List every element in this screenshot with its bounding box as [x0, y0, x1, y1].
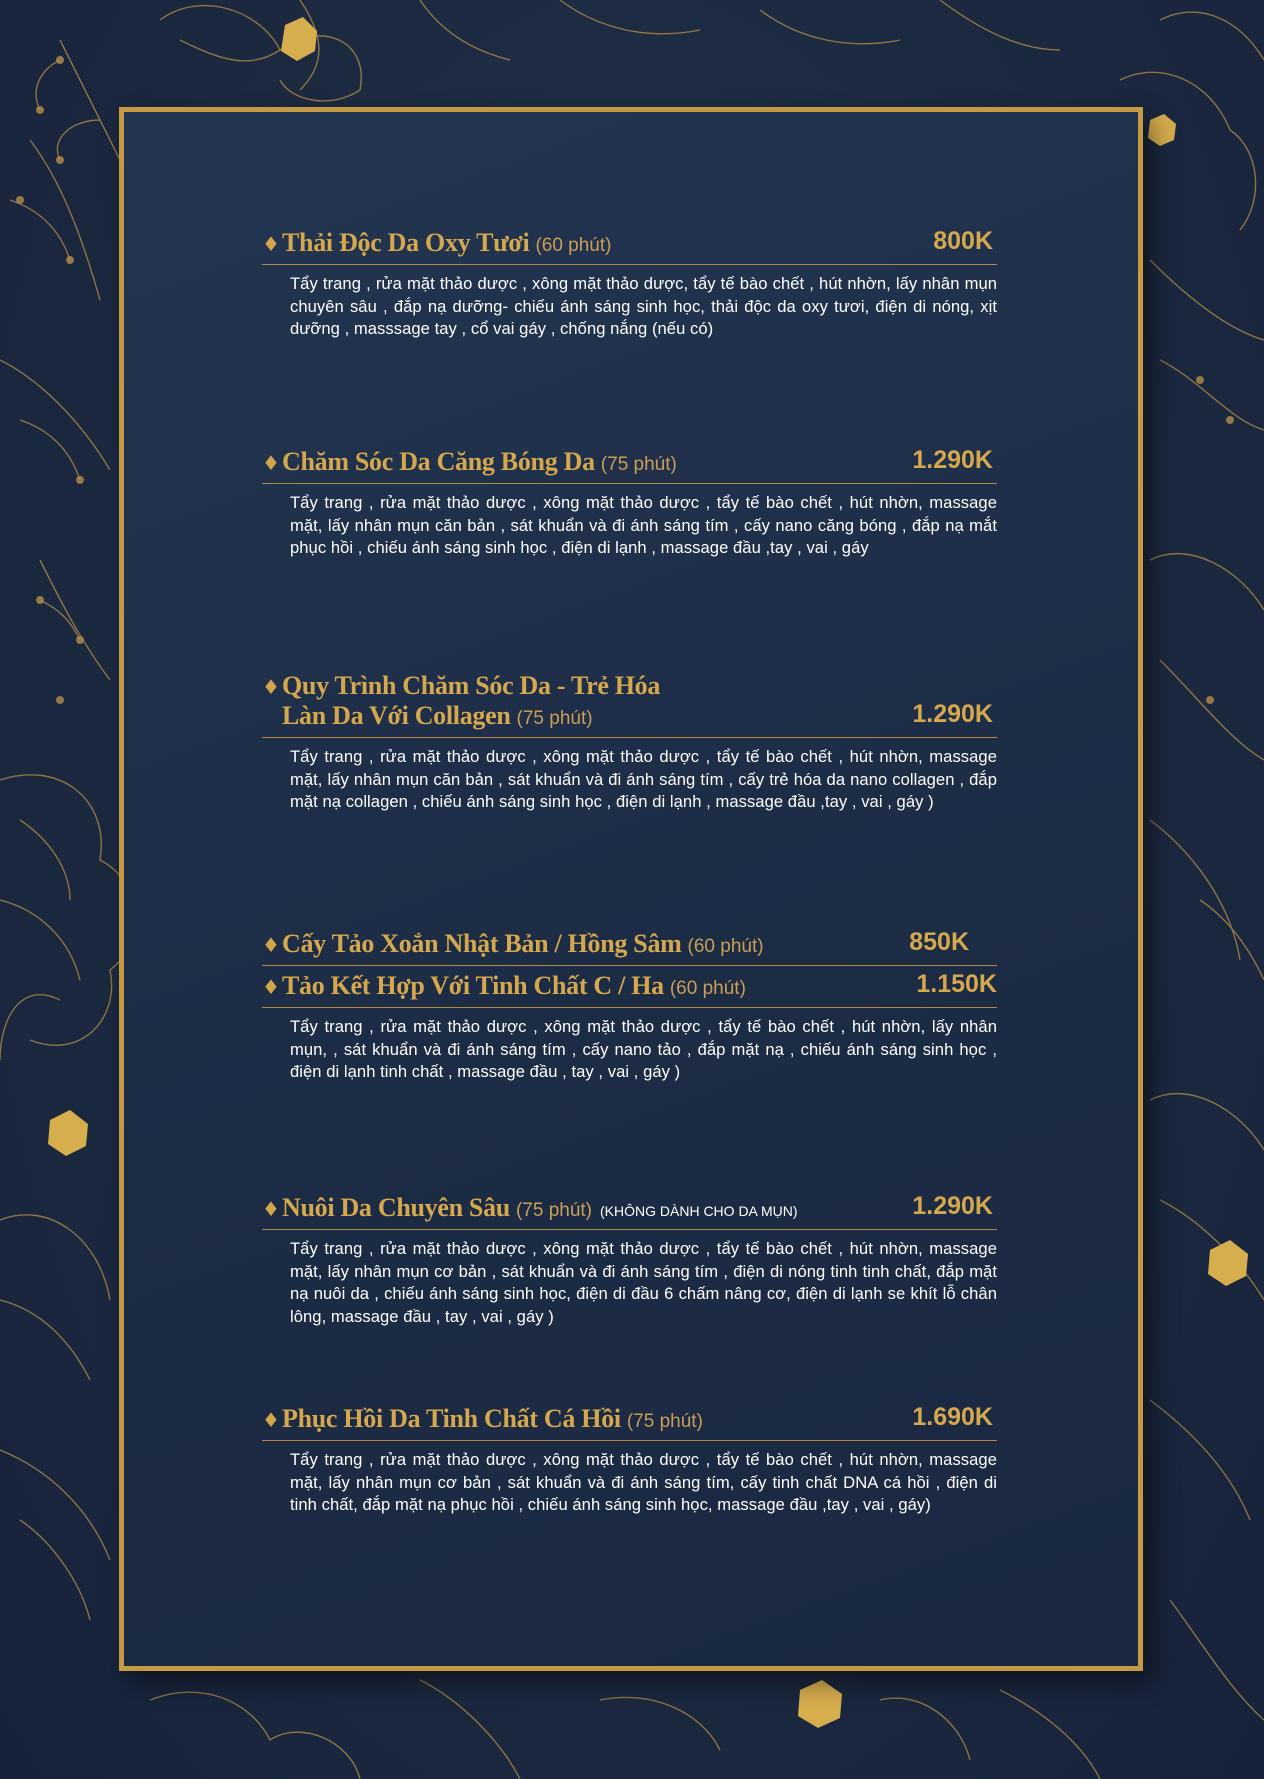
service-description: Tẩy trang , rửa mặt thảo dược , xông mặt thảo dược , tẩy tế bào chết , hút nhờn, massage mặt, lấy nhân mụn cơ bản , sát khuẩn và đi ánh sáng tím, cấy tinh chất DNA cá hồi , điện di tinh chất, đắp mặt nạ phục hồi , chiếu ánh sáng sinh học, massage đầu ,tay , vai , gáy): [290, 1450, 997, 1515]
service-header: [262, 929, 997, 966]
bullet-icon: ♦: [262, 975, 280, 999]
service-duration: (60 phút): [687, 936, 764, 957]
service-description: Tẩy trang , rửa mặt thảo dược , xông mặt thảo dược , tẩy tế bào chết , hút nhờn, massage mặt, lấy nhân mụn căn bản , sát khuẩn và đi ánh sáng tím , cấy trẻ hóa da nano collagen , đắp mặt nạ collagen , chiếu ánh sáng sinh học , điện di lạnh , massage đầu ,tay , vai , gáy ): [290, 747, 997, 812]
service-name-line2: Làn Da Với Collagen: [282, 701, 511, 730]
service-description: Tẩy trang , rửa mặt thảo dược , xông mặt thảo dược , tẩy tế bào chết , hút nhờn, massage mặt, lấy nhân mụn cơ bản , sát khuẩn và đi ánh sáng tím , điện di nóng tinh tinh chất, đắp mặt nạ nuôi da , chiếu ánh sáng sinh học, điện di đầu 6 chấm nâng cơ, điện di lạnh se khít lỗ chân lông, massage đầu , tay , vai , gáy ): [290, 1239, 997, 1326]
service-item: [262, 228, 997, 341]
service-note: (KHÔNG DÀNH CHO DA MỤN): [600, 1203, 798, 1219]
bullet-icon: ♦: [262, 1197, 280, 1221]
service-header: [262, 447, 997, 484]
service-item: [262, 447, 997, 560]
service-duration: (60 phút): [669, 978, 746, 999]
service-price: 800K: [933, 227, 993, 255]
service-name-line1: Quy Trình Chăm Sóc Da - Trẻ Hóa: [282, 671, 661, 700]
service-header: [262, 228, 997, 265]
service-price: 1.150K: [916, 970, 997, 998]
service-item: [262, 1404, 997, 1517]
service-header: [262, 1404, 997, 1441]
service-description: Tẩy trang , rửa mặt thảo dược , xông mặt thảo dược , tẩy tế bào chết , hút nhờn, lấy nhân mụn, , sát khuẩn và đi ánh sáng tím , cấy nano tảo , đắp mặt nạ , chiếu ánh sáng sinh học , điện di lạnh tinh chất , massage đầu , tay , vai , gáy ): [290, 1017, 997, 1082]
bullet-icon: ♦: [262, 1408, 280, 1432]
service-header: [262, 671, 997, 738]
service-duration: (75 phút): [516, 708, 593, 729]
bullet-icon: ♦: [262, 675, 280, 699]
service-item: [262, 929, 997, 966]
service-price: 1.290K: [912, 700, 993, 728]
service-item: [262, 971, 997, 1084]
service-name: Nuôi Da Chuyên Sâu: [282, 1193, 510, 1222]
bullet-icon: ♦: [262, 933, 280, 957]
service-price: 1.290K: [912, 1192, 993, 1220]
service-duration: (60 phút): [535, 235, 612, 256]
service-price: 850K: [909, 928, 969, 956]
service-name: Tảo Kết Hợp Với Tinh Chất C / Ha: [282, 971, 664, 1000]
bullet-icon: ♦: [262, 232, 280, 256]
service-duration: (75 phút): [600, 454, 677, 475]
service-header: [262, 971, 997, 1008]
service-description: Tẩy trang , rửa mặt thảo dược , xông mặt thảo dược, tẩy tế bào chết , hút nhờn, lấy nhân mụn chuyên sâu , đắp nạ dưỡng- chiếu ánh sáng sinh học, thải độc da oxy tươi, điện di nóng, xịt dưỡng , masssage tay , cổ vai gáy , chống nắng (nếu có): [290, 274, 997, 339]
service-price: 1.690K: [912, 1403, 993, 1431]
service-description: Tẩy trang , rửa mặt thảo dược , xông mặt thảo dược , tẩy tế bào chết , hút nhờn, massage mặt, lấy nhân mụn căn bản , sát khuẩn và đi ánh sáng tím , cấy nano căng bóng , đắp nạ mắt phục hồi , chiếu ánh sáng sinh học , điện di lạnh , massage đầu ,tay , vai , gáy: [290, 493, 997, 558]
service-item: [262, 671, 997, 814]
service-name: Thải Độc Da Oxy Tươi: [282, 228, 530, 257]
bullet-icon: ♦: [262, 451, 280, 475]
service-header: [262, 1193, 997, 1230]
service-name: Chăm Sóc Da Căng Bóng Da: [282, 447, 595, 476]
service-name: Phục Hồi Da Tinh Chất Cá Hồi: [282, 1404, 621, 1433]
service-price: 1.290K: [912, 446, 993, 474]
service-duration: (75 phút): [515, 1200, 592, 1221]
service-item: [262, 1193, 997, 1328]
service-name: Cấy Tảo Xoắn Nhật Bản / Hồng Sâm: [282, 929, 682, 958]
service-duration: (75 phút): [626, 1411, 703, 1432]
